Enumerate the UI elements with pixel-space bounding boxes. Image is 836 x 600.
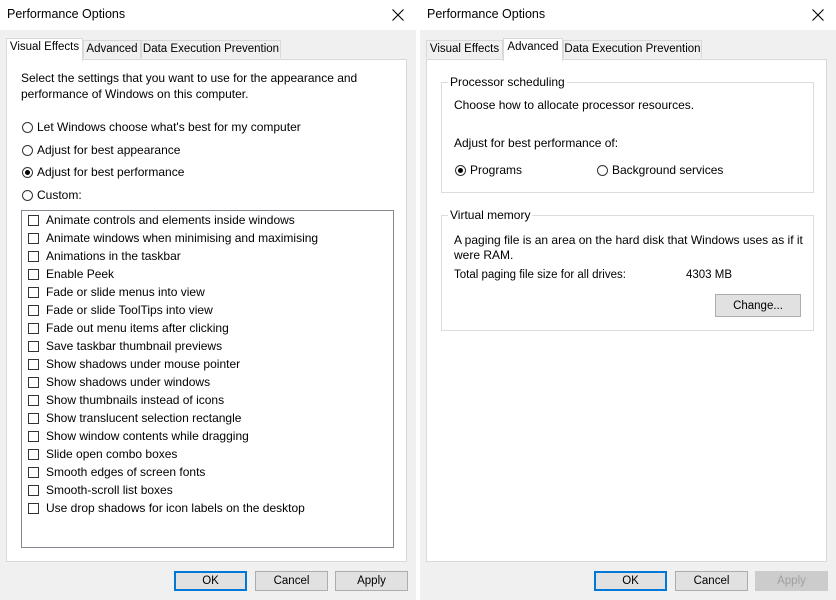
total-paging-label: Total paging file size for all drives: <box>454 269 626 281</box>
processor-description: Choose how to allocate processor resources. <box>454 98 695 112</box>
performance-options-window-advanced <box>420 0 836 600</box>
effect-label: Show window contents while dragging <box>46 429 249 443</box>
close-icon <box>812 9 824 21</box>
effect-label: Smooth edges of screen fonts <box>46 465 206 479</box>
radio-let-windows-choose[interactable] <box>22 120 301 134</box>
radio-label: Adjust for best appearance <box>37 143 181 157</box>
effect-label: Show translucent selection rectangle <box>46 411 242 425</box>
radio-label: Programs <box>470 163 523 177</box>
effect-label: Fade or slide ToolTips into view <box>46 303 213 317</box>
effect-label: Animate windows when minimising and maximising <box>46 231 319 245</box>
radio-indicator <box>22 122 33 133</box>
effect-label: Show thumbnails instead of icons <box>46 393 225 407</box>
radio-label: Adjust for best performance <box>37 165 185 179</box>
virtual-memory-description-line-1: A paging file is an area on the hard disk that Windows uses as if it <box>454 233 803 247</box>
tab-advanced[interactable]: Advanced <box>503 38 563 61</box>
ok-button[interactable]: OK <box>174 571 247 591</box>
effect-checkbox-window-shadows[interactable] <box>28 373 210 391</box>
effect-checkbox-fade-out-menu-items[interactable] <box>28 319 229 337</box>
checkbox[interactable] <box>28 449 39 460</box>
total-paging-value: 4303 MB <box>686 269 733 281</box>
checkbox[interactable] <box>28 395 39 406</box>
checkbox[interactable] <box>28 341 39 352</box>
checkbox[interactable] <box>28 485 39 496</box>
description-line-1: Select the settings that you want to use for the appearance and <box>21 71 358 85</box>
effect-checkbox-smooth-fonts[interactable] <box>28 463 205 481</box>
visual-effects-list[interactable] <box>21 210 394 548</box>
apply-button[interactable]: Apply <box>755 571 828 591</box>
checkbox[interactable] <box>28 305 39 316</box>
effect-checkbox-pointer-shadows[interactable] <box>28 355 240 373</box>
close-button[interactable] <box>380 0 416 30</box>
radio-indicator <box>22 190 33 201</box>
effect-label: Show shadows under mouse pointer <box>46 357 241 371</box>
radio-label: Let Windows choose what's best for my computer <box>37 120 301 134</box>
checkbox[interactable] <box>28 413 39 424</box>
effect-checkbox-animate-windows[interactable] <box>28 229 318 247</box>
checkbox[interactable] <box>28 377 39 388</box>
radio-best-performance[interactable] <box>22 165 184 179</box>
effect-checkbox-enable-peek[interactable] <box>28 265 114 283</box>
effect-checkbox-fade-tooltips[interactable] <box>28 301 213 319</box>
radio-indicator-selected <box>22 167 33 178</box>
checkbox[interactable] <box>28 323 39 334</box>
checkbox[interactable] <box>28 359 39 370</box>
effect-checkbox-taskbar-animations[interactable] <box>28 247 181 265</box>
effect-checkbox-smooth-scroll[interactable] <box>28 481 173 499</box>
tab-data-execution-prevention[interactable]: Data Execution Prevention <box>141 40 281 58</box>
advanced-panel <box>426 59 827 562</box>
adjust-performance-label: Adjust for best performance of: <box>454 136 619 150</box>
effect-label: Animate controls and elements inside windows <box>46 213 295 227</box>
virtual-memory-description-line-2: were RAM. <box>454 248 514 262</box>
effect-checkbox-fade-menus[interactable] <box>28 283 205 301</box>
effect-checkbox-taskbar-thumbnails[interactable] <box>28 337 222 355</box>
tab-data-execution-prevention[interactable]: Data Execution Prevention <box>563 40 702 58</box>
effect-label: Show shadows under windows <box>46 375 211 389</box>
checkbox[interactable] <box>28 503 39 514</box>
effect-label: Save taskbar thumbnail previews <box>46 339 223 353</box>
ok-button[interactable]: OK <box>594 571 667 591</box>
effect-label: Enable Peek <box>46 267 115 281</box>
close-button[interactable] <box>800 0 836 30</box>
cancel-button[interactable]: Cancel <box>255 571 328 591</box>
tab-visual-effects[interactable]: Visual Effects <box>6 38 83 61</box>
radio-custom[interactable] <box>22 188 82 202</box>
checkbox[interactable] <box>28 467 39 478</box>
processor-scheduling-group <box>441 75 814 193</box>
tab-advanced[interactable]: Advanced <box>83 40 141 58</box>
cancel-button[interactable]: Cancel <box>675 571 748 591</box>
tab-visual-effects[interactable]: Visual Effects <box>426 40 503 58</box>
effect-checkbox-window-contents-drag[interactable] <box>28 427 249 445</box>
effect-checkbox-icon-label-shadows[interactable] <box>28 499 305 517</box>
checkbox[interactable] <box>28 287 39 298</box>
window-title: Performance Options <box>427 7 546 21</box>
radio-background-services[interactable] <box>597 163 723 177</box>
effect-label: Slide open combo boxes <box>46 447 178 461</box>
close-icon <box>392 9 404 21</box>
change-button[interactable]: Change... <box>715 294 801 317</box>
virtual-memory-group <box>441 208 814 331</box>
checkbox[interactable] <box>28 431 39 442</box>
effect-checkbox-thumbnails[interactable] <box>28 391 224 409</box>
effect-checkbox-slide-combo[interactable] <box>28 445 177 463</box>
effect-checkbox-translucent-selection[interactable] <box>28 409 241 427</box>
radio-programs[interactable] <box>455 163 522 177</box>
effect-label: Smooth-scroll list boxes <box>46 483 173 497</box>
radio-best-appearance[interactable] <box>22 143 180 157</box>
virtual-memory-legend: Virtual memory <box>450 208 531 222</box>
effect-checkbox-animate-controls[interactable] <box>28 211 295 229</box>
effect-label: Fade or slide menus into view <box>46 285 205 299</box>
checkbox[interactable] <box>28 233 39 244</box>
effect-label: Use drop shadows for icon labels on the desktop <box>46 501 305 515</box>
checkbox[interactable] <box>28 269 39 280</box>
radio-label: Background services <box>612 163 724 177</box>
window-title: Performance Options <box>7 7 126 21</box>
checkbox[interactable] <box>28 251 39 262</box>
apply-button[interactable]: Apply <box>335 571 408 591</box>
radio-label: Custom: <box>37 188 82 202</box>
title-bar <box>0 0 416 30</box>
checkbox[interactable] <box>28 215 39 226</box>
processor-scheduling-legend: Processor scheduling <box>450 75 565 89</box>
radio-indicator <box>597 165 608 176</box>
visual-effects-panel <box>6 59 407 562</box>
description-line-2: performance of Windows on this computer. <box>21 87 249 101</box>
radio-indicator-selected <box>455 165 466 176</box>
title-bar <box>420 0 836 30</box>
performance-options-window-visual-effects <box>0 0 416 600</box>
effect-label: Fade out menu items after clicking <box>46 321 229 335</box>
effect-label: Animations in the taskbar <box>46 249 181 263</box>
radio-indicator <box>22 145 33 156</box>
